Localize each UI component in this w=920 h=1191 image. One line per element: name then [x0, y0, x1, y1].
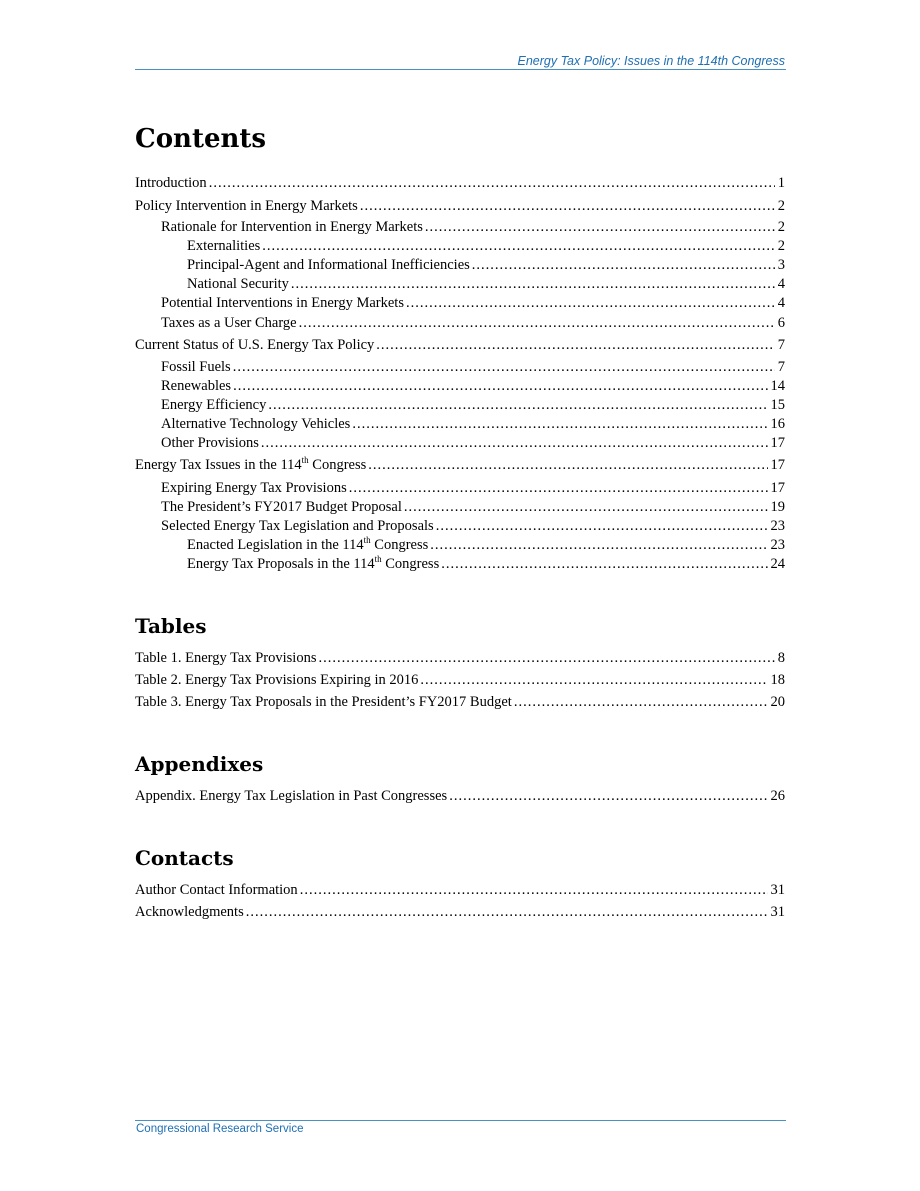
page-number: 4 [777, 295, 785, 311]
toc-entry[interactable] [161, 396, 785, 414]
page-number: 14 [770, 378, 785, 394]
dot-leader [404, 498, 768, 516]
footer-rule [135, 1120, 786, 1121]
entry-label: Policy Intervention in Energy Markets [135, 198, 358, 214]
page-number: 17 [770, 457, 785, 473]
table-entry[interactable] [135, 693, 785, 711]
footer-text: Congressional Research Service [136, 1123, 304, 1135]
contents-heading: Contents [135, 124, 267, 154]
toc-entry[interactable] [187, 237, 785, 255]
running-header: Energy Tax Policy: Issues in the 114th Congress [517, 54, 785, 68]
entry-label: Rationale for Intervention in Energy Markets [161, 219, 423, 235]
dot-leader [209, 174, 775, 192]
toc-entry[interactable] [187, 256, 785, 274]
entry-label: Table 1. Energy Tax Provisions [135, 650, 317, 666]
dot-leader [299, 314, 775, 332]
dot-leader [360, 197, 775, 215]
table-entry[interactable] [135, 671, 785, 689]
dot-leader [352, 415, 767, 433]
entry-label: Taxes as a User Charge [161, 315, 297, 331]
dot-leader [261, 434, 768, 452]
dot-leader [349, 479, 768, 497]
entry-label-text: Energy Tax Issues in the 114 [135, 457, 302, 473]
page-number: 31 [770, 882, 785, 898]
toc-entry[interactable] [187, 275, 785, 293]
contact-entry[interactable] [135, 903, 785, 921]
entry-label: Externalities [187, 238, 261, 254]
contact-entry[interactable] [135, 881, 785, 899]
page-number: 2 [777, 219, 785, 235]
entry-label-superscript: th [363, 535, 371, 545]
page-number: 2 [777, 198, 785, 214]
page-number: 23 [770, 537, 785, 553]
page-number: 18 [770, 672, 785, 688]
toc-entry[interactable] [161, 358, 785, 376]
dot-leader [441, 555, 767, 573]
entry-label: Alternative Technology Vehicles [161, 416, 351, 432]
tables-heading: Tables [135, 614, 207, 638]
entry-label-text: Congress [370, 537, 429, 553]
page-number: 1 [777, 175, 785, 191]
toc-entry[interactable] [135, 174, 785, 192]
page-number: 3 [777, 257, 785, 273]
contacts-heading: Contacts [135, 846, 234, 870]
page-number: 17 [770, 435, 785, 451]
entry-label: Introduction [135, 175, 207, 191]
dot-leader [420, 671, 767, 689]
page-number: 26 [770, 788, 785, 804]
dot-leader [246, 903, 768, 921]
entry-label: Author Contact Information [135, 882, 298, 898]
entry-label-superscript: th [301, 455, 309, 465]
page-number: 31 [770, 904, 785, 920]
entry-label-superscript: th [374, 554, 382, 564]
dot-leader [368, 456, 767, 474]
entry-label: Table 3. Energy Tax Proposals in the President’s FY2017 Budget [135, 694, 512, 710]
dot-leader [291, 275, 775, 293]
page-number: 19 [770, 499, 785, 515]
entry-label: Fossil Fuels [161, 359, 231, 375]
toc-entry[interactable] [161, 415, 785, 433]
entry-label: Principal-Agent and Informational Inefficiencies [187, 257, 470, 273]
entry-label: Potential Interventions in Energy Markets [161, 295, 404, 311]
dot-leader [233, 358, 775, 376]
dot-leader [449, 787, 767, 805]
dot-leader [376, 336, 774, 354]
entry-label: Expiring Energy Tax Provisions [161, 480, 347, 496]
entry-label: Acknowledgments [135, 904, 244, 920]
entry-label: Appendix. Energy Tax Legislation in Past Congresses [135, 788, 448, 804]
page-number: 24 [770, 556, 785, 572]
toc-entry[interactable] [161, 377, 785, 395]
appendixe-entry[interactable] [135, 787, 785, 805]
entry-label: Renewables [161, 378, 232, 394]
page-number: 16 [770, 416, 785, 432]
toc-entry[interactable] [135, 336, 785, 354]
entry-label-text: Congress [308, 457, 367, 473]
page-number: 4 [777, 276, 785, 292]
toc-entry[interactable] [135, 456, 785, 474]
toc-entry[interactable] [161, 479, 785, 497]
toc-entry[interactable] [161, 294, 785, 312]
toc-entry[interactable] [135, 197, 785, 215]
dot-leader [318, 649, 774, 667]
page-number: 8 [777, 650, 785, 666]
page-number: 20 [770, 694, 785, 710]
page-number: 23 [770, 518, 785, 534]
entry-label: Current Status of U.S. Energy Tax Policy [135, 337, 375, 353]
dot-leader [514, 693, 768, 711]
toc-entry[interactable] [161, 517, 785, 535]
dot-leader [268, 396, 767, 414]
page-number: 7 [777, 359, 785, 375]
entry-label [187, 555, 439, 573]
entry-label: Table 2. Energy Tax Provisions Expiring in 2016 [135, 672, 419, 688]
dot-leader [472, 256, 775, 274]
page-number: 2 [777, 238, 785, 254]
entry-label-text: Energy Tax Proposals in the 114 [187, 556, 375, 572]
dot-leader [262, 237, 774, 255]
entry-label [187, 536, 428, 554]
entry-label-text: Enacted Legislation in the 114 [187, 537, 364, 553]
header-rule [135, 69, 786, 70]
table-entry[interactable] [135, 649, 785, 667]
page-number: 7 [777, 337, 785, 353]
entry-label: Energy Efficiency [161, 397, 267, 413]
appendixes-heading: Appendixes [135, 752, 264, 776]
entry-label: National Security [187, 276, 289, 292]
entry-label: Selected Energy Tax Legislation and Proposals [161, 518, 434, 534]
page-number: 17 [770, 480, 785, 496]
dot-leader [436, 517, 768, 535]
toc-entry[interactable] [187, 536, 785, 554]
page-number: 15 [770, 397, 785, 413]
dot-leader [430, 536, 767, 554]
entry-label: Other Provisions [161, 435, 259, 451]
dot-leader [233, 377, 767, 395]
dot-leader [406, 294, 775, 312]
page-number: 6 [777, 315, 785, 331]
entry-label: The President’s FY2017 Budget Proposal [161, 499, 402, 515]
toc-entry[interactable] [161, 434, 785, 452]
toc-entry[interactable] [161, 218, 785, 236]
entry-label [135, 456, 366, 474]
toc-entry[interactable] [161, 498, 785, 516]
dot-leader [300, 881, 768, 899]
toc-entry[interactable] [187, 555, 785, 573]
toc-entry[interactable] [161, 314, 785, 332]
dot-leader [425, 218, 775, 236]
entry-label-text: Congress [381, 556, 440, 572]
